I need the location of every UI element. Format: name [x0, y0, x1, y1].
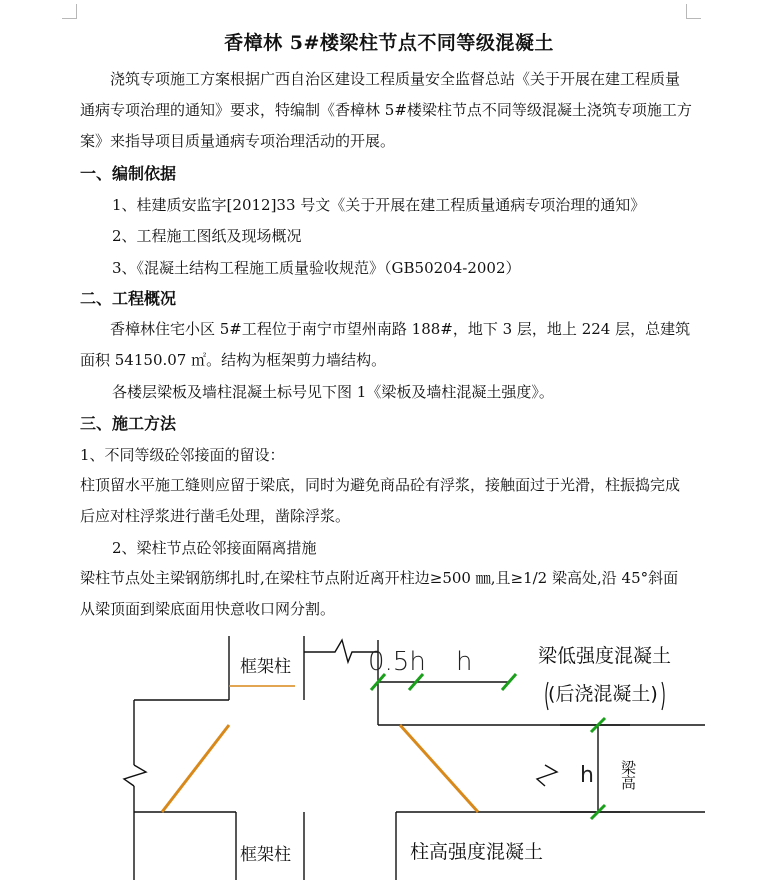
- section-3-sub-1: 1、不同等级砼邻接面的留设：: [80, 446, 285, 464]
- label-column-top: 框架柱: [240, 657, 291, 677]
- label-dim-h: h: [456, 647, 473, 677]
- diagonal-left: [162, 725, 229, 812]
- intro-paragraph: 浇筑专项施工方案根据广西自治区建设工程质量安全监督总站《关于开展在建工程质量通病专项治理的通知》要求，特编制《香樟林 5#楼梁柱节点不同等级混凝土浇筑专项施工方案》来指导项目质量通病专项治理活动的开展。: [80, 70, 692, 150]
- section-3-paragraph-2: 梁柱节点处主梁钢筋绑扎时,在梁柱节点附近离开柱边≥500 ㎜,且≥1/2 梁高处,沿 45°斜面从梁顶面到梁底面用快意收口网分割。: [80, 569, 679, 618]
- page-title: 香樟林 5#楼梁柱节点不同等级混凝土: [224, 32, 554, 54]
- label-post-pour: (后浇混凝土): [548, 683, 658, 705]
- label-low-strength: 梁低强度混凝土: [538, 645, 672, 667]
- diagonal-right: [400, 725, 478, 812]
- section-3-sub-2: 2、梁柱节点砼邻接面隔离措施: [112, 539, 317, 557]
- section-3-heading: 三、施工方法: [80, 414, 177, 433]
- right-break: [537, 765, 557, 786]
- section-1-item-3: 3、《混凝土结构工程施工质量验收规范》（GB50204-2002）: [112, 259, 521, 277]
- section-1-item-1: 1、桂建质安监字[2012]33 号文《关于开展在建工程质量通病专项治理的通知》: [112, 196, 646, 214]
- label-h-side: h: [580, 763, 594, 788]
- section-2-heading: 二、工程概况: [80, 289, 177, 308]
- label-column-bottom: 框架柱: [240, 845, 291, 865]
- section-3-paragraph-1: 柱顶留水平施工缝则应留于梁底，同时为避免商品砼有浮浆，接触面过于光滑，柱振捣完成后应对柱浮浆进行凿毛处理，凿除浮浆。: [80, 476, 681, 525]
- section-2-paragraph-2: 各楼层梁板及墙柱混凝土标号见下图 1《梁板及墙柱混凝土强度》。: [112, 383, 554, 401]
- section-1-heading: 一、编制依据: [80, 164, 177, 183]
- label-beam-height: 梁高: [619, 760, 637, 790]
- diagonal-separators: [162, 725, 478, 812]
- section-2-paragraph-1: 香樟林住宅小区 5#工程位于南宁市望州南路 188#，地下 3 层，地上 224 层，总建筑面积 54150.07 ㎡。结构为框架剪力墙结构。: [80, 320, 691, 369]
- label-dim-05h: 0.5h: [368, 647, 426, 677]
- break-line-top: [304, 640, 378, 662]
- left-break: [124, 765, 146, 786]
- section-1-item-2: 2、工程施工图纸及现场概况: [112, 227, 302, 245]
- label-high-strength: 柱高强度混凝土: [410, 841, 544, 863]
